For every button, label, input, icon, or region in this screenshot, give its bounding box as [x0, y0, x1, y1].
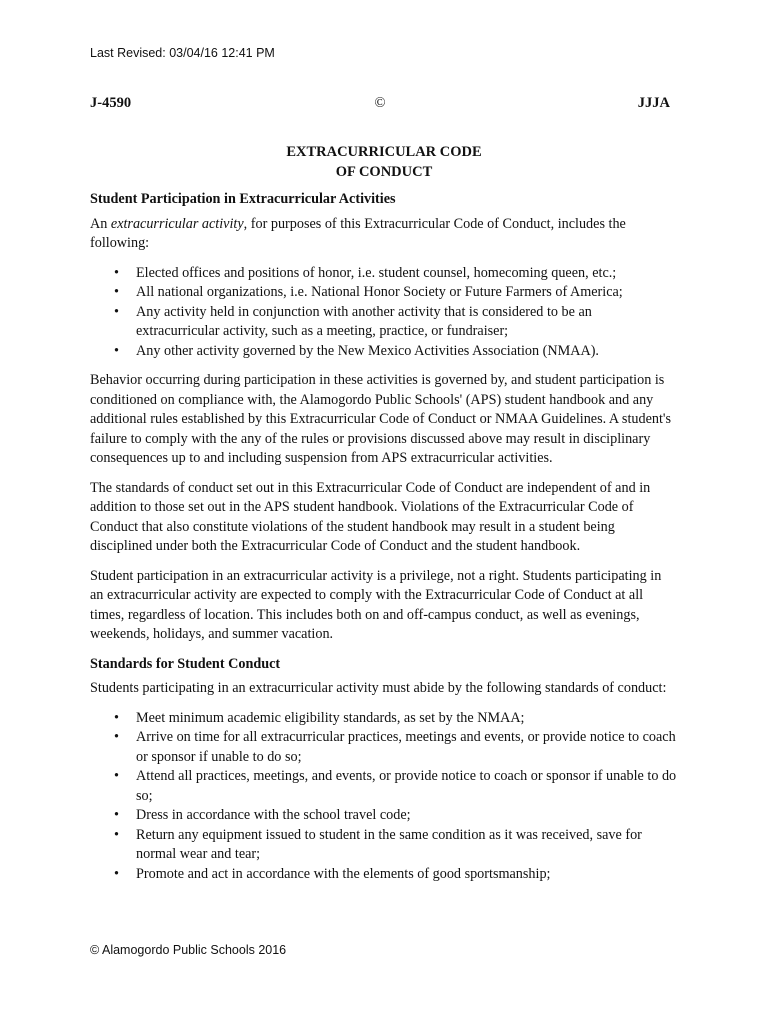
section-intro	[90, 215, 678, 254]
section-heading-standards: Standards for Student Conduct	[90, 655, 281, 672]
bullet-icon: •	[114, 284, 119, 300]
document-body	[90, 143, 678, 894]
list-item-text: Dress in accordance with the school travel code;	[136, 807, 411, 823]
copyright-symbol: ©	[374, 95, 386, 111]
list-item-text: All national organizations, i.e. National Honor Society or Future Farmers of America;	[136, 284, 623, 300]
list-item-text: Promote and act in accordance with the elements of good sportsmanship;	[136, 865, 551, 882]
paragraph-privilege: Student participation in an extracurricular activity is a privilege, not a right. Students participating in an extracurricular activity are expected to comply with the Extracurricular Code of Conduct at all times, regardless of location. This includes both on and off-campus conduct, as well as evenings, weekends, holidays, and summer vacation.	[90, 567, 662, 642]
section-heading-participation: Student Participation in Extracurricular Activities	[90, 191, 396, 207]
activity-list	[90, 264, 678, 362]
bullet-icon: •	[114, 768, 119, 784]
policy-code-letters: JJJA	[637, 95, 670, 111]
list-item	[114, 283, 678, 303]
list-item	[114, 303, 678, 342]
list-item	[114, 826, 678, 865]
intro-term: extracurricular activity	[110, 215, 244, 232]
list-item	[114, 264, 678, 284]
list-item	[114, 342, 678, 362]
list-item	[114, 709, 678, 729]
page-footer: © Alamogordo Public Schools 2016	[90, 943, 287, 957]
list-item-text: Return any equipment issued to student in the same condition as it was received, save for normal wear and tear;	[136, 826, 642, 862]
bullet-icon: •	[114, 826, 119, 843]
policy-code: J-4590	[90, 95, 132, 111]
policy-code-row	[90, 95, 670, 115]
list-item-text: Elected offices and positions of honor, i.e. student counsel, homecoming queen, etc.;	[136, 264, 617, 281]
list-item	[114, 865, 678, 885]
paragraph-standards: The standards of conduct set out in this Extracurricular Code of Conduct are independent of and in addition to those set out in the APS student handbook. Violations of the Extracurricular Code of Conduct that also constitute violations of the student handbook may result in a student being disciplined under both the Extracurricular Code of Conduct and the student handbook.	[90, 479, 651, 554]
bullet-icon: •	[114, 709, 119, 726]
title-line-1: EXTRACURRICULAR CODE	[286, 144, 482, 160]
list-item-text: Arrive on time for all extracurricular practices, meetings and events, or provide notice to coach or sponsor if unable to do so;	[136, 729, 676, 765]
list-item-text: Attend all practices, meetings, and events, or provide notice to coach or sponsor if unable to do so;	[136, 768, 677, 804]
bullet-icon: •	[114, 807, 119, 823]
document-title	[90, 143, 678, 182]
list-item-text: Meet minimum academic eligibility standards, as set by the NMAA;	[136, 709, 525, 726]
bullet-icon: •	[114, 729, 119, 745]
bullet-icon: •	[114, 303, 119, 320]
title-line-2: OF CONDUCT	[335, 163, 433, 180]
list-item	[114, 767, 678, 806]
last-revised: Last Revised: 03/04/16 12:41 PM	[90, 46, 275, 60]
bullet-icon: •	[114, 264, 119, 281]
paragraph-behavior: Behavior occurring during participation in these activities is governed by, and student participation is conditioned on compliance with, the Alamogordo Public Schools' (APS) student handbook and any additional rules established by this Extracurricular Code of Conduct or NMAA Guidelines. A student's failure to comply with the any of the rules or provisions discussed above may result in disciplinary consequences up to and including suspension from APS extracurricular activities.	[90, 372, 671, 466]
intro-suffix: , for purposes of this Extracurricular Code of Conduct, includes the following:	[90, 215, 626, 251]
intro-prefix: An	[90, 215, 111, 232]
section-intro: Students participating in an extracurricular activity must abide by the following standards of conduct:	[90, 680, 667, 696]
list-item-text: Any other activity governed by the New Mexico Activities Association (NMAA).	[136, 342, 599, 359]
list-item	[114, 728, 678, 767]
list-item-text: Any activity held in conjunction with another activity that is considered to be an extracurricular activity, such as a meeting, practice, or fundraiser;	[136, 303, 592, 339]
bullet-icon: •	[114, 865, 119, 882]
bullet-icon: •	[114, 342, 119, 359]
list-item	[114, 806, 678, 826]
standards-list	[90, 709, 678, 885]
